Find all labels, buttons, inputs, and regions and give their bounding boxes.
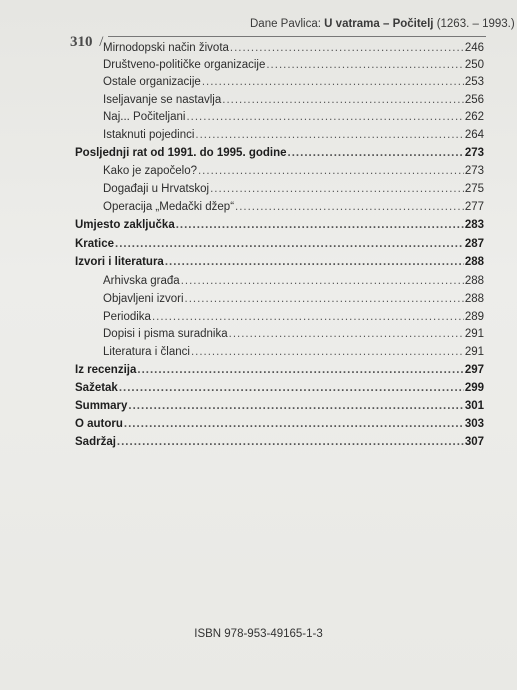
- header-rule: [108, 36, 486, 37]
- toc-entry-page: 307: [464, 436, 484, 448]
- toc-entry-label: Summary: [75, 400, 128, 412]
- toc-dot-leader: [119, 382, 464, 394]
- toc-dot-leader: [117, 436, 464, 448]
- toc-entry: [75, 364, 484, 376]
- toc-entry-label: Umjesto zaključka: [75, 219, 175, 231]
- toc-dot-leader: [124, 418, 464, 430]
- toc-dot-leader: [288, 147, 464, 159]
- toc-entry-label: Događaji u Hrvatskoj: [103, 183, 210, 195]
- toc-dot-leader: [128, 400, 463, 412]
- header-author: Dane Pavlica:: [250, 18, 321, 30]
- toc-entry: [75, 436, 484, 448]
- toc-entry-label: Naj... Počiteljani: [103, 111, 186, 123]
- toc-dot-leader: [115, 238, 464, 250]
- toc-entry: [75, 238, 484, 250]
- toc-dot-leader: [230, 42, 464, 54]
- toc-entry-label: Objavljeni izvori: [103, 293, 184, 305]
- toc-entry: [103, 76, 484, 88]
- toc-dot-leader: [229, 328, 464, 340]
- page-number-separator: /: [99, 34, 104, 50]
- toc-entry-page: 253: [464, 76, 484, 88]
- toc-entry: [103, 201, 484, 213]
- toc-entry-page: 289: [464, 311, 484, 323]
- toc-entry-page: 288: [464, 275, 484, 287]
- toc-entry-label: Kratice: [75, 238, 114, 250]
- toc-dot-leader: [195, 129, 463, 141]
- toc-entry: [75, 256, 484, 268]
- toc-entry-label: Istaknuti pojedinci: [103, 129, 195, 141]
- toc-entry-label: Sažetak: [75, 382, 118, 394]
- toc-entry-page: 291: [464, 346, 484, 358]
- toc-entry-page: 283: [464, 219, 484, 231]
- toc-entry-page: 297: [464, 364, 484, 376]
- toc-entry-page: 288: [464, 256, 484, 268]
- toc-entry: [103, 42, 484, 54]
- toc-entry: [103, 183, 484, 195]
- toc-entry: [75, 418, 484, 430]
- header-years: (1263. – 1993.): [436, 18, 515, 30]
- toc-entry-label: Operacija „Medački džep“: [103, 201, 235, 213]
- toc-entry-page: 273: [464, 165, 484, 177]
- toc-entry: [103, 293, 484, 305]
- running-header: [250, 18, 515, 30]
- toc-dot-leader: [191, 346, 464, 358]
- toc-entry: [75, 382, 484, 394]
- toc-entry-page: 273: [464, 147, 484, 159]
- toc-entry-page: 303: [464, 418, 484, 430]
- toc-entry: [103, 311, 484, 323]
- toc-dot-leader: [137, 364, 463, 376]
- toc-entry-label: Sadržaj: [75, 436, 116, 448]
- isbn: ISBN 978-953-49165-1-3: [194, 628, 323, 640]
- toc-entry-page: 299: [464, 382, 484, 394]
- toc-entry-page: 277: [464, 201, 484, 213]
- toc-entry-page: 275: [464, 183, 484, 195]
- toc-dot-leader: [152, 311, 464, 323]
- toc-entry-label: Mirnodopski način života: [103, 42, 229, 54]
- toc-entry-page: 288: [464, 293, 484, 305]
- toc-entry-label: Kako je započelo?: [103, 165, 197, 177]
- toc-dot-leader: [165, 256, 464, 268]
- toc-entry-page: 250: [464, 59, 484, 71]
- toc-entry: [103, 111, 484, 123]
- toc-entry-label: Društveno-političke organizacije: [103, 59, 266, 71]
- toc-dot-leader: [266, 59, 463, 71]
- toc-entry: [103, 346, 484, 358]
- toc-dot-leader: [198, 165, 464, 177]
- toc-entry: [75, 219, 484, 231]
- toc-entry-label: Izvori i literatura: [75, 256, 164, 268]
- header-book-title: U vatrama – Počitelj: [324, 18, 434, 30]
- toc-entry-page: 291: [464, 328, 484, 340]
- toc-entry-label: Dopisi i pisma suradnika: [103, 328, 228, 340]
- toc-entry-label: Literatura i članci: [103, 346, 190, 358]
- page-number-value: 310: [70, 34, 93, 50]
- toc-entry-page: 287: [464, 238, 484, 250]
- toc-entry: [75, 400, 484, 412]
- toc-entry-page: 246: [464, 42, 484, 54]
- toc-entry: [103, 328, 484, 340]
- toc-entry: [103, 275, 484, 287]
- page-number: [70, 34, 103, 51]
- toc-dot-leader: [222, 94, 464, 106]
- toc-entry: [75, 147, 484, 159]
- toc-dot-leader: [235, 201, 464, 213]
- toc-dot-leader: [186, 111, 463, 123]
- toc-entry-label: Periodika: [103, 311, 151, 323]
- toc-entry-page: 264: [464, 129, 484, 141]
- toc-entry-label: Ostale organizacije: [103, 76, 201, 88]
- toc-entry: [103, 59, 484, 71]
- toc-entry-label: Posljednji rat od 1991. do 1995. godine: [75, 147, 287, 159]
- toc-entry: [103, 129, 484, 141]
- toc-entry-label: O autoru: [75, 418, 123, 430]
- toc-entry-page: 256: [464, 94, 484, 106]
- toc-dot-leader: [202, 76, 464, 88]
- toc-dot-leader: [210, 183, 464, 195]
- toc-dot-leader: [181, 275, 464, 287]
- toc-entry-page: 262: [464, 111, 484, 123]
- toc-dot-leader: [176, 219, 464, 231]
- toc-entry-label: Iseljavanje se nastavlja: [103, 94, 222, 106]
- toc-entry-label: Iz recenzija: [75, 364, 137, 376]
- toc-dot-leader: [185, 293, 464, 305]
- toc-entry: [103, 94, 484, 106]
- toc-entry-label: Arhivska građa: [103, 275, 180, 287]
- toc-entry: [103, 165, 484, 177]
- toc-entry-page: 301: [464, 400, 484, 412]
